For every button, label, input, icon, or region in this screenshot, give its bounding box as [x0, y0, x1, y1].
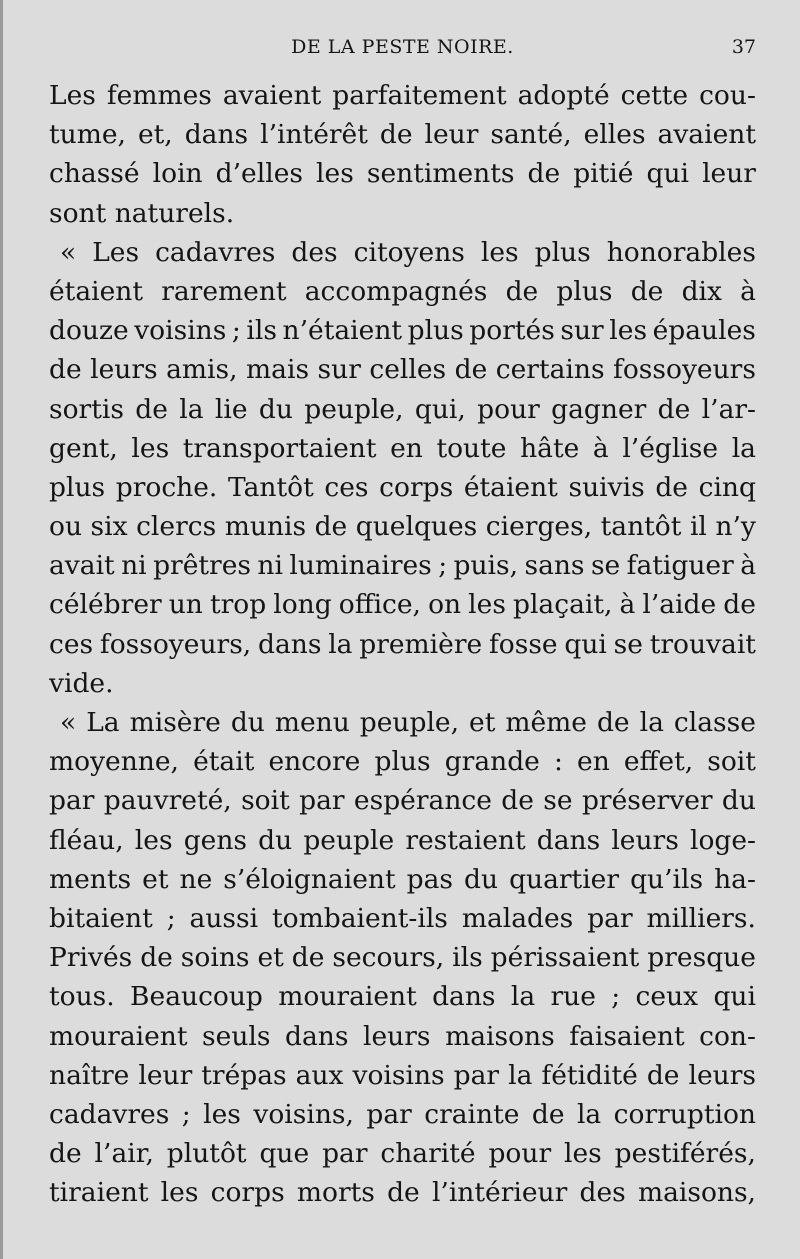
text-line: cadavres ; les voisins, par crainte de la corruption [49, 1098, 756, 1130]
page-number: 37 [731, 36, 756, 58]
text-line: mouraient seuls dans leurs maisons faisaient con- [49, 1020, 756, 1052]
text-line: sont naturels. [49, 197, 235, 229]
text-line: bitaient ; aussi tombaient-ils malades par milliers. [49, 902, 756, 934]
text-line: naître leur trépas aux voisins par la fétidité de leurs [49, 1059, 756, 1091]
text-line: fléau, les gens du peuple restaient dans leurs loge- [49, 824, 756, 856]
body-text [49, 76, 756, 1212]
text-line: ments et ne s’éloignaient pas du quartier qu’ils ha- [49, 863, 756, 895]
text-line: chassé loin d’elles les sentiments de pitié qui leur [49, 158, 756, 190]
text-line: plus proche. Tantôt ces corps étaient suivis de cinq [49, 471, 756, 503]
text-line: « La misère du menu peuple, et même de la classe [60, 707, 756, 738]
text-line: Les femmes avaient parfaitement adopté cette cou- [49, 80, 756, 111]
text-line: célébrer un trop long office, on les plaçait, à l’aide de [49, 589, 756, 621]
text-line: tume, et, dans l’intérêt de leur santé, elles avaient [49, 119, 756, 151]
text-line: douze voisins ; ils n’étaient plus portés sur les épaules [49, 315, 756, 347]
text-line: Privés de soins et de secours, ils périssaient presque [49, 942, 756, 974]
text-line: avait ni prêtres ni luminaires ; puis, sans se fatiguer à [49, 550, 756, 582]
text-line: vide. [49, 667, 114, 699]
text-line: ou six clercs munis de quelques cierges, tantôt il n’y [49, 511, 756, 543]
running-title: DE LA PESTE NOIRE. [291, 36, 514, 58]
running-head [49, 34, 756, 64]
text-line: par pauvreté, soit par espérance de se préserver du [49, 785, 756, 817]
text-line: ces fossoyeurs, dans la première fosse qui se trouvait [49, 628, 756, 660]
text-line: de l’air, plutôt que par charité pour les pestiférés, [49, 1138, 756, 1170]
text-line: gent, les transportaient en toute hâte à l’église la [49, 432, 756, 464]
text-line: étaient rarement accompagnés de plus de dix à [49, 275, 756, 307]
text-line: tiraient les corps morts de l’intérieur des maisons, [49, 1177, 756, 1209]
text-line: sortis de la lie du peuple, qui, pour gagner de l’ar- [49, 393, 756, 425]
text-line: « Les cadavres des citoyens les plus honorables [60, 236, 756, 268]
text-line: de leurs amis, mais sur celles de certains fossoyeurs [49, 354, 756, 386]
text-line: tous. Beaucoup mouraient dans la rue ; ceux qui [49, 981, 756, 1013]
text-line: moyenne, était encore plus grande : en effet, soit [49, 746, 756, 778]
